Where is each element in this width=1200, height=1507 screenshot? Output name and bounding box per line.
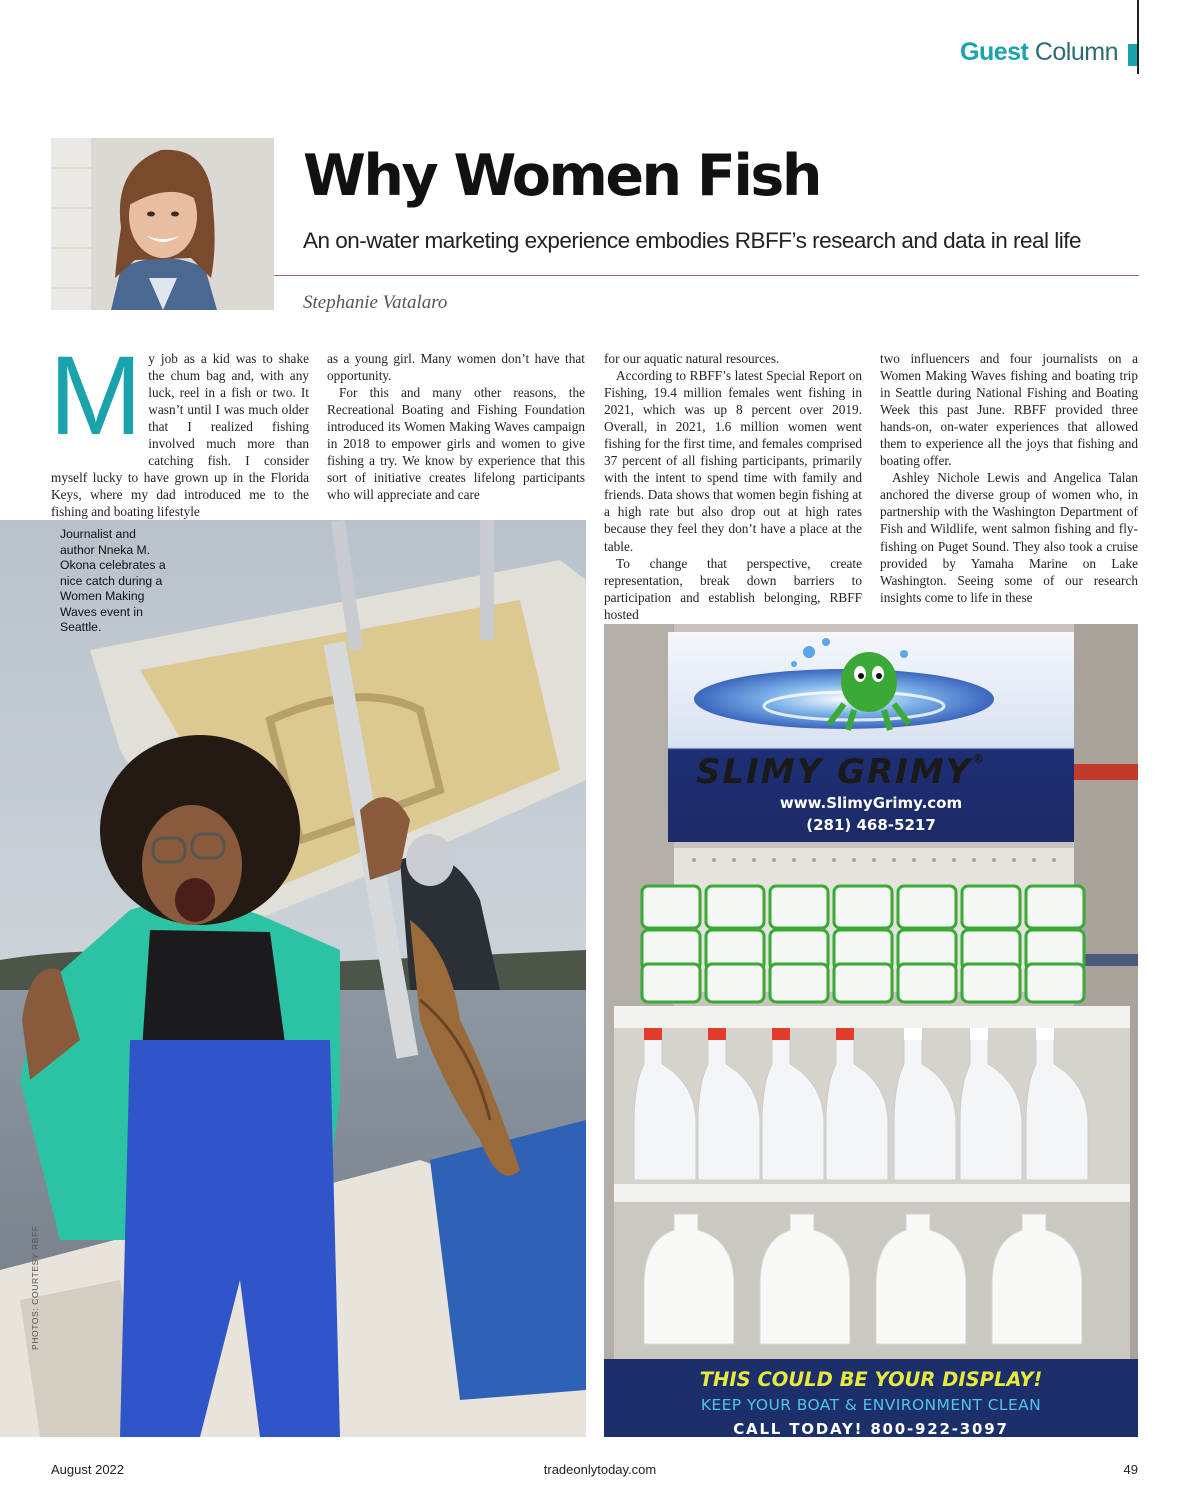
ad-brand-name [696, 752, 984, 792]
paragraph: two influencers and four journalists on a Women Making Waves fishing and boating trip in Seattle during National Fishing and Boating Week this past June. RBFF provided three hands-on, on-water experiences that allowed them to experience all the joys that fishing and boating offer. [880, 351, 1138, 469]
headshot-illustration [51, 138, 274, 310]
article-byline: Stephanie Vatalaro [303, 292, 448, 313]
footer-page-number: 49 [1123, 1462, 1138, 1477]
paragraph: as a young girl. Many women don’t have that opportunity. [327, 351, 585, 384]
ad-trademark: ® [972, 752, 985, 766]
article-subtitle: An on-water marketing experience embodies RBFF’s research and data in real life [303, 228, 1081, 253]
footer-date: August 2022 [51, 1462, 125, 1477]
column-label-guest: Guest [960, 38, 1029, 66]
paragraph: According to RBFF’s latest Special Report on Fishing, 19.4 million females went fishing in 2021, which was up 8 percent over 2019. Overall, in 2021, 1.6 million women went fishing for the first time, and females comprised 37 percent of all fishing participants, primarily with the intent to spend time with family and friends. Data shows that women begin fishing at a high rate but also drop out at high rates because they feel they don’t have a place at the table. [604, 368, 862, 554]
ad-illustration [604, 624, 1138, 1437]
drop-cap: M [49, 333, 143, 458]
column-label [960, 38, 1118, 67]
paragraph: Ashley Nichole Lewis and Angelica Talan anchored the diverse group of women who, in partnership with the Washington Department of Fish and Wildlife, went salmon fishing and fly-fishing on Puget Sound. They also took a cruise provided by Yamaha Marine on Lake Washington. Seeing some of our research insights come to life in these [880, 470, 1138, 605]
paragraph: To change that perspective, create representation, break down barriers to participation and establish belonging, RBFF hosted [604, 555, 862, 622]
article-title: Why Women Fish [303, 143, 820, 209]
photo-credit: PHOTOS: COURTESY RBFF [30, 1225, 40, 1350]
body-column-1 [49, 333, 309, 520]
ad-call-to-action: CALL TODAY! 800-922-3097 [733, 1420, 1009, 1437]
ad-tagline: KEEP YOUR BOAT & ENVIRONMENT CLEAN [700, 1396, 1042, 1414]
column-label-column: Column [1034, 38, 1118, 66]
paragraph: y job as a kid was to shake the chum bag and, with any luck, reel in a fish or two. It wasn’t until I was much older that I realized fishing involved much more than catching fish. I consider myself lucky to have grown up in the Florida Keys, where my dad introduced me to the fishing and boating lifestyle [51, 351, 309, 520]
advertisement [604, 624, 1138, 1437]
title-divider [274, 275, 1139, 276]
ad-phone: (281) 468-5217 [806, 816, 936, 834]
feature-photo [0, 520, 586, 1437]
column-label-bar [1128, 44, 1137, 66]
body-column-2 [327, 350, 585, 503]
paragraph: for our aquatic natural resources. [604, 351, 780, 366]
ad-headline: THIS COULD BE YOUR DISPLAY! [699, 1368, 1043, 1391]
footer-site: tradeonlytoday.com [543, 1462, 657, 1477]
paragraph: For this and many other reasons, the Recreational Boating and Fishing Foundation introduced its Women Making Waves campaign in 2018 to empower girls and women to give fishing a try. We know by experience that this sort of initiative creates lifelong participants who will appreciate and care [327, 385, 585, 503]
ad-website: www.SlimyGrimy.com [779, 794, 963, 812]
ad-brand-text: SLIMY GRIMY [696, 752, 973, 792]
photo-caption: Journalist and author Nneka M. Okona celebrates a nice catch during a Women Making Waves event in Seattle. [60, 527, 166, 634]
body-column-3 [604, 350, 862, 623]
author-headshot-photo [51, 138, 274, 310]
photo-illustration [0, 520, 586, 1437]
header-rule [1137, 0, 1139, 74]
body-column-4 [880, 350, 1138, 606]
